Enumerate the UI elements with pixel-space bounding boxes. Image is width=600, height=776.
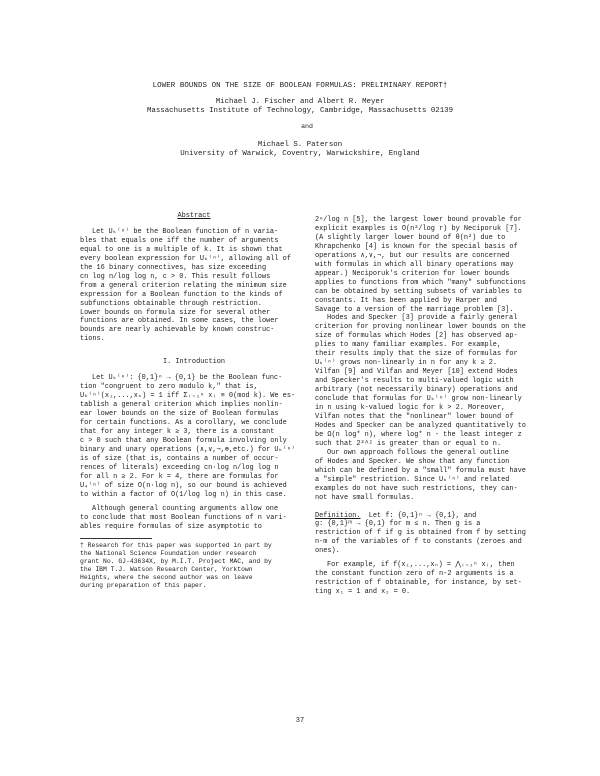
text-line: such that 2²^ᶻ is greater than or equal to n.: [315, 439, 502, 448]
affiliation-line-2: University of Warwick, Coventry, Warwickshire, England: [180, 150, 420, 159]
text-line: of Hodes and Specker. We show that any function: [315, 457, 510, 466]
text-line: ting x₁ = 1 and x₂ = 0.: [315, 588, 411, 597]
text-line: n-m of the variables of f to constants (zeroes and: [315, 538, 522, 547]
text-line: every boolean expression for Uₖ⁽ⁿ⁾, allowing all of: [80, 254, 291, 263]
footnote-line: Heights, where the second author was on leave: [80, 573, 253, 581]
left-column: [80, 212, 308, 590]
paper-header: [0, 82, 600, 160]
text-line: 2ⁿ/log n [5], the largest lower bound provable for: [315, 216, 522, 224]
text-line: Khrapchenko [4] is known for the special basis of: [315, 242, 518, 251]
text-line: criterion for proving nonlinear lower bounds on the: [315, 323, 526, 332]
text-line: restriction of f obtainable, for instance, by set-: [315, 579, 522, 588]
text-line: Let Uₖ⁽ⁿ⁾: {0,1}ⁿ → {0,1} be the Boolean func-: [92, 374, 283, 383]
text-line: Our own approach follows the general outline: [327, 448, 509, 457]
paragraph-neciporuk: [315, 216, 546, 314]
text-line: to conclude that most Boolean functions of n vari-: [80, 513, 287, 522]
text-line: be Ω(n log* n), where log* n - the least integer z: [315, 430, 522, 439]
text-line: applies to functions from which "many" subfunctions: [315, 278, 526, 287]
definition-label: Definition.: [315, 511, 361, 520]
text-line: ones).: [315, 547, 340, 556]
text-line: conclude that formulas for Uₖ⁽ⁿ⁾ grow non-linearly: [315, 395, 522, 404]
text-line: which can be defined by a "small" formula must have: [315, 466, 526, 475]
text-line: rences of literals) exceeding cn·log n/log log n: [80, 463, 279, 472]
text-line: Uₖ⁽ⁿ⁾(x₁,...,xₙ) = 1 iff Σᵢ₌₁ⁿ xᵢ ≡ 0(mod k). We es-: [80, 392, 296, 401]
text-line: a "simple" restriction. Since Uₖ⁽ⁿ⁾ and related: [315, 475, 510, 484]
definition-first-line: Let f: {0,1}ⁿ → {0,1}, and: [368, 511, 477, 520]
text-line: ear lower bounds on the size of Boolean formulas: [80, 410, 279, 419]
text-line: functions are obtained. In some cases, the lower: [80, 317, 279, 326]
page-number: 37: [295, 717, 305, 725]
text-line: U₄⁽ⁿ⁾ of size O(n·log n), so our bound is achieved: [80, 481, 287, 490]
text-line: not have small formulas.: [315, 493, 415, 502]
text-line: bounds are nearly achievable by known construc-: [80, 326, 275, 335]
text-line: size of formulas which Hodes [2] has observed ap-: [315, 332, 518, 341]
text-line: tions.: [80, 335, 105, 344]
text-line: Uₖ⁽ⁿ⁾ grows non-linearly in n for any k ≥ 2.: [315, 359, 497, 368]
text-line: equal to one is a multiple of k. It is shown that: [80, 245, 283, 254]
text-line: restriction of f if g is obtained from f by setting: [315, 529, 526, 538]
footnote-line: during preparation of this paper.: [80, 581, 207, 589]
text-line: to within a factor of O(1/log log n) in this case.: [80, 490, 287, 499]
abstract-heading: Abstract: [177, 212, 211, 220]
footnote-line: grant No. GJ-43634X, by M.I.T. Project MAC, and by: [80, 557, 272, 565]
right-column: [315, 216, 546, 597]
text-line: g: {0,1}ᵐ → {0,1} for m ≤ n. Then g is a: [315, 520, 481, 529]
text-line: Hodes and Specker can be analyzed quantitatively to: [315, 421, 526, 430]
text-line: for all n ≥ 2. For k = 4, there are formulas for: [80, 472, 279, 481]
text-line: and Specker's results to multi-valued logic with: [315, 377, 514, 386]
text-line: binary and unary operations (∧,∨,¬,⊕,etc.) for Uₖ⁽ⁿ⁾: [80, 445, 296, 454]
example-paragraph: [315, 561, 546, 597]
text-line: can be obtained by setting subsets of variables to: [315, 287, 522, 296]
text-line: (A slightly larger lower bound of θ(n²) due to: [315, 233, 506, 242]
paper-title: LOWER BOUNDS ON THE SIZE OF BOOLEAN FORMULAS: PRELIMINARY REPORT†: [152, 82, 448, 90]
footnote-line: the National Science Foundation under research: [80, 549, 257, 557]
and-separator: and: [301, 122, 313, 130]
text-line: subfunctions obtainable through restriction.: [80, 299, 262, 308]
text-line: for certain functions. As a corollary, we conclude: [80, 419, 287, 428]
affiliation-line-1: Massachusetts Institute of Technology, Cambridge, Massachusetts 02139: [146, 107, 454, 116]
footnote-line: † Research for this paper was supported in part by: [80, 541, 272, 549]
text-line: with formulas in which all binary operations may: [315, 260, 514, 269]
text-line: Vilfan [9] and Vilfan and Meyer [10] extend Hodes: [315, 368, 518, 377]
text-line: explicit examples is O(n²/log r) by Neciporuk [7].: [315, 224, 522, 233]
authors-line-2: Michael S. Paterson: [257, 140, 343, 149]
text-line: Savage to a version of the marriage problem [3].: [315, 305, 514, 314]
text-line: ables require formulas of size asymptotic to: [80, 522, 262, 531]
text-line: c > 0 such that any Boolean formula involving only: [80, 436, 287, 445]
text-line: Although general counting arguments allow one: [92, 504, 279, 513]
text-line: examples do not have such restrictions, they can-: [315, 484, 518, 493]
text-line: constants. It has been applied by Harper and: [315, 296, 497, 305]
introduction-text: [80, 374, 308, 531]
definition: [315, 512, 546, 557]
text-line: bles that equals one iff the number of arguments: [80, 236, 279, 245]
text-line: cn log n/log log n, c > 0. This result follows: [80, 272, 271, 281]
text-line: arbitrary (not necessarily binary) operations and: [315, 386, 518, 395]
text-line: expression for a Boolean function to the kinds of: [80, 290, 283, 299]
footnote: [80, 542, 308, 591]
text-line: operations ∧,∨,¬, but our results are concerned: [315, 251, 510, 260]
abstract-text: [80, 228, 308, 344]
text-line: Hodes and Specker [3] provide a fairly general: [327, 314, 518, 323]
text-line: their results imply that the size of formulas for: [315, 350, 518, 359]
text-line: tablish a general criterion which implies nonlin-: [80, 401, 283, 410]
text-line: For example, if f(x₁,...,xₙ) = ⋀ᵢ₌₁ⁿ xᵢ, then: [327, 561, 515, 570]
text-line: that for any integer k ≥ 3, there is a constant: [80, 428, 275, 437]
text-line: [315, 512, 546, 521]
text-line: the 16 binary connectives, has size exceeding: [80, 263, 267, 272]
text-line: from a general criterion relating the minimum size: [80, 281, 287, 290]
paragraph-approach: [315, 449, 546, 503]
authors-line-1: Michael J. Fischer and Albert R. Meyer: [215, 98, 385, 106]
text-line: Lower bounds on formula size for several other: [80, 308, 271, 317]
footnote-line: the IBM T.J. Watson Research Center, Yorktown: [80, 565, 253, 573]
text-line: Vilfan notes that the "nonlinear" lower bound of: [315, 412, 514, 421]
text-line: the constant function zero of n-2 arguments is a: [315, 570, 514, 579]
text-line: Let Uₖ⁽ⁿ⁾ be the Boolean function of n varia-: [92, 227, 279, 236]
text-line: in n using k-valued logic for k > 2. Moreover,: [315, 404, 506, 413]
text-line: tion "congruent to zero modulo k," that is,: [80, 383, 258, 392]
paragraph-hodes-specker: [315, 314, 546, 448]
footnote-rule: [80, 538, 152, 539]
text-line: plies to many familiar examples. For example,: [315, 341, 502, 350]
text-line: is of size (that is, contains a number of occur-: [80, 454, 279, 463]
text-line: appear.) Neciporuk's criterion for lower bounds: [315, 269, 510, 278]
introduction-heading: I. Introduction: [162, 358, 226, 367]
